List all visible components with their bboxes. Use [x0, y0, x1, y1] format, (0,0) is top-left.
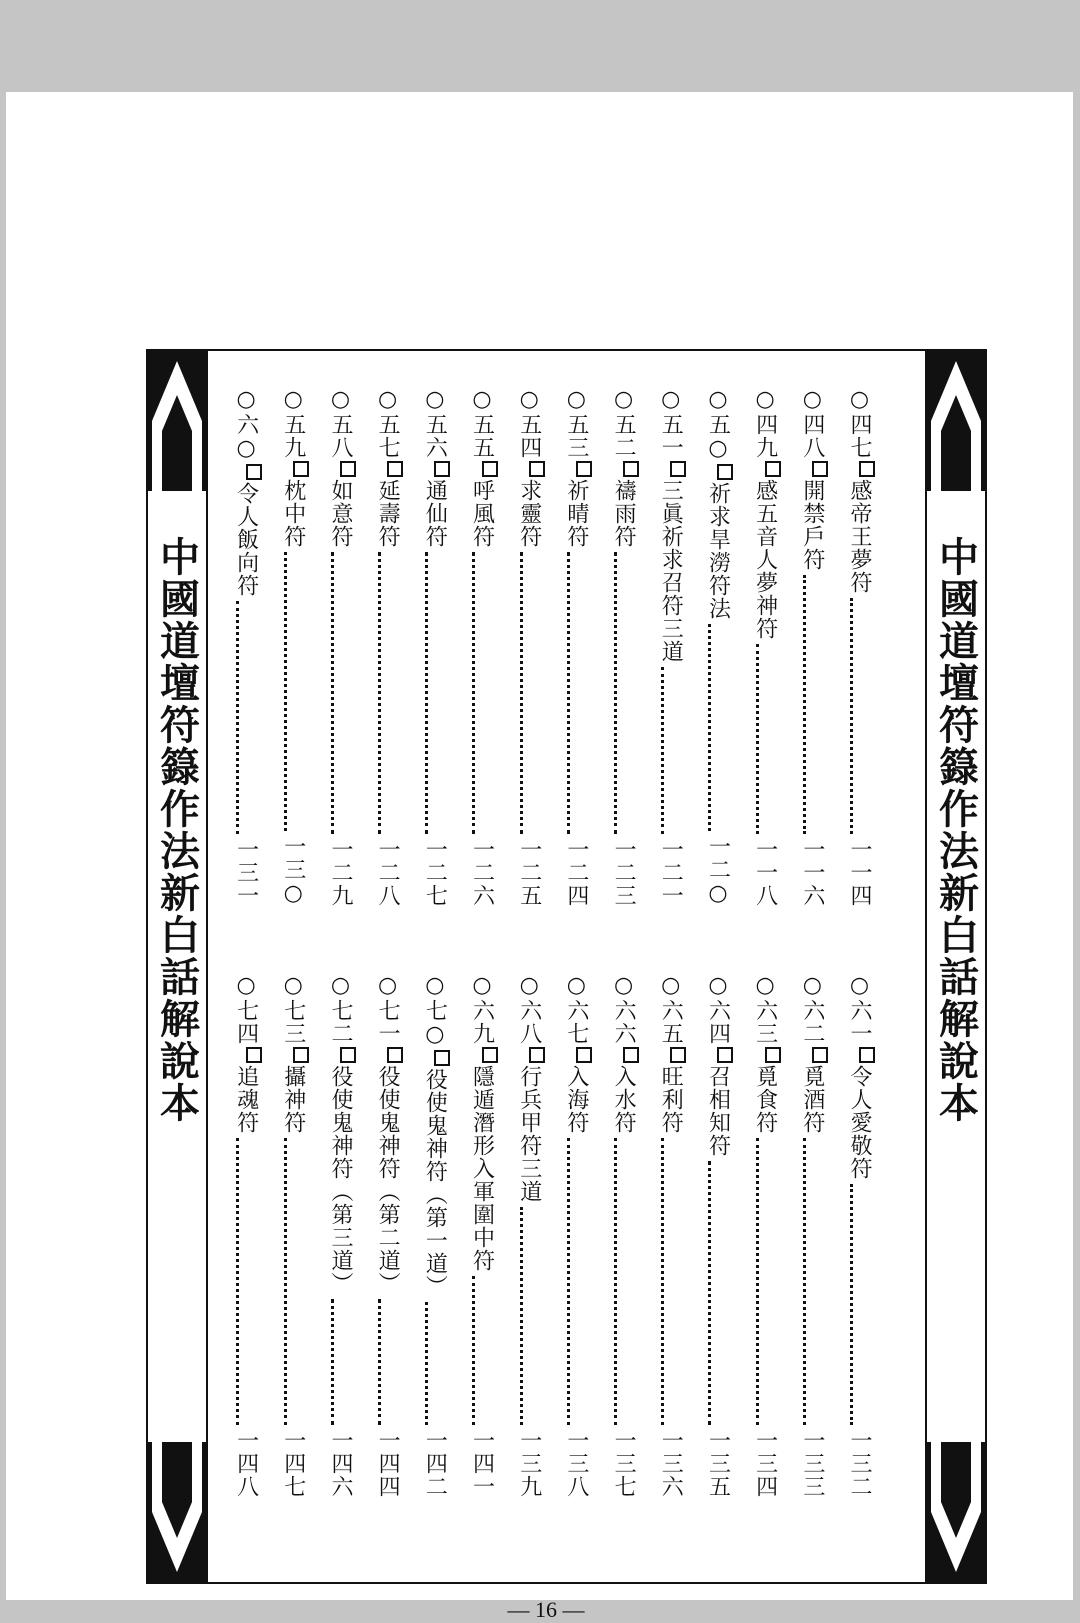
- square-marker-icon: [529, 461, 545, 477]
- dot-leader: [850, 598, 853, 834]
- entry-page-number: 一四八: [233, 1429, 259, 1498]
- entry-page-number: 一三二: [847, 1429, 872, 1498]
- square-marker-icon: [859, 1047, 875, 1063]
- entry-number: ○五一: [658, 387, 684, 459]
- square-marker-icon: [387, 461, 403, 477]
- entry-page-number: 一三八: [563, 1429, 589, 1498]
- square-marker-icon: [717, 1047, 733, 1063]
- entry-number: ○七一: [375, 973, 401, 1045]
- square-marker-icon: [623, 1047, 639, 1063]
- square-marker-icon: [246, 1047, 262, 1063]
- entry-title: 令人飯向符: [233, 482, 259, 597]
- side-title-left: 中國道壇符籙作法新白話解說本: [153, 536, 200, 1124]
- dot-leader: [331, 552, 334, 834]
- toc-entry: [262, 973, 309, 1498]
- toc-entry: [403, 387, 450, 907]
- entry-page-number: 一一八: [752, 838, 778, 907]
- dot-leader: [284, 1138, 287, 1425]
- entry-page-number: 一三五: [705, 1429, 731, 1498]
- entry-page-number: 一二○: [705, 835, 731, 907]
- entry-title: 呼風符: [469, 479, 495, 548]
- dot-leader: [284, 552, 287, 831]
- square-marker-icon: [765, 461, 781, 477]
- dot-leader: [661, 667, 664, 834]
- entry-title: 入水符: [611, 1065, 637, 1134]
- square-marker-icon: [623, 461, 639, 477]
- entry-page-number: 一四一: [469, 1429, 495, 1498]
- entry-page-number: 一四二: [422, 1429, 448, 1498]
- toc-entry: [592, 973, 639, 1498]
- dot-leader: [850, 1184, 853, 1425]
- entry-number: ○五二: [611, 387, 637, 459]
- entry-title: 召相知符: [705, 1065, 731, 1157]
- dot-leader: [378, 552, 381, 834]
- entry-title: 感五音人夢神符: [752, 479, 778, 640]
- dot-leader: [803, 1138, 806, 1425]
- entry-number: ○七四: [233, 973, 259, 1045]
- square-marker-icon: [434, 1050, 450, 1066]
- entry-number: ○六一: [847, 973, 872, 1045]
- entry-number: ○六五: [658, 973, 684, 1045]
- entry-page-number: 一二六: [469, 838, 495, 907]
- toc-entry: [639, 387, 686, 907]
- entry-page-number: 一四四: [375, 1429, 401, 1498]
- entry-title: 旺利符: [658, 1065, 684, 1134]
- entry-number: ○七三: [280, 973, 306, 1045]
- dot-leader: [567, 552, 570, 834]
- entry-title: 隱遁潛形入軍圍中符: [469, 1065, 495, 1272]
- dot-leader: [756, 1138, 759, 1425]
- entry-title: 入海符: [563, 1065, 589, 1134]
- square-marker-icon: [670, 1047, 686, 1063]
- square-marker-icon: [340, 1047, 356, 1063]
- square-marker-icon: [387, 1047, 403, 1063]
- toc-top-block: [214, 387, 875, 907]
- entry-title: 三眞祈求召符三道: [658, 479, 684, 663]
- dot-leader: [614, 552, 617, 834]
- toc-entry: [639, 973, 686, 1498]
- entry-page-number: 一三四: [752, 1429, 778, 1498]
- page-number: — 16 —: [507, 1597, 585, 1622]
- dot-leader: [708, 624, 711, 831]
- entry-page-number: 一三一: [233, 838, 259, 907]
- dot-leader: [661, 1138, 664, 1425]
- square-marker-icon: [482, 461, 498, 477]
- toc-entry: [498, 387, 545, 907]
- entry-page-number: 一三六: [658, 1429, 684, 1498]
- entry-number: ○六九: [469, 973, 495, 1045]
- entry-page-number: 一二八: [375, 838, 401, 907]
- dot-leader: [331, 1299, 334, 1425]
- square-marker-icon: [293, 461, 309, 477]
- entry-number: ○四九: [752, 387, 778, 459]
- toc-entry: [309, 387, 356, 907]
- toc-entry: [545, 387, 592, 907]
- entry-title: 役使鬼神符（第三道）: [327, 1065, 353, 1295]
- square-marker-icon: [576, 461, 592, 477]
- square-marker-icon: [529, 1047, 545, 1063]
- toc-entry: [450, 387, 497, 907]
- entry-number: ○五五: [469, 387, 495, 459]
- entry-page-number: 一二五: [516, 838, 542, 907]
- entry-number: ○六○: [233, 387, 259, 462]
- entry-title: 役使鬼神符（第二道）: [375, 1065, 401, 1295]
- entry-title: 開禁戶符: [799, 479, 825, 571]
- entry-number: ○五六: [422, 387, 448, 459]
- entry-title: 役使鬼神符（第一道）: [422, 1068, 448, 1298]
- square-marker-icon: [812, 1047, 828, 1063]
- entry-page-number: 一二一: [658, 838, 684, 907]
- entry-number: ○五○: [705, 387, 731, 462]
- dot-leader: [472, 552, 475, 834]
- side-title-right: 中國道壇符籙作法新白話解說本: [932, 536, 979, 1124]
- square-marker-icon: [434, 461, 450, 477]
- toc-entry: [733, 387, 780, 907]
- toc-entry: [262, 387, 309, 907]
- entry-page-number: 一二三: [611, 838, 637, 907]
- toc-entry: [828, 973, 875, 1498]
- dot-leader: [236, 1138, 239, 1425]
- square-marker-icon: [246, 464, 262, 480]
- toc-entry: [781, 973, 828, 1498]
- entry-number: ○四七: [847, 387, 872, 459]
- entry-title: 祈求旱澇符法: [705, 482, 731, 620]
- entry-title: 如意符: [327, 479, 353, 548]
- entry-number: ○七二: [327, 973, 353, 1045]
- book-page: [6, 92, 1073, 1622]
- toc-entry: [733, 973, 780, 1498]
- chevron-up-ornament-icon: [148, 351, 206, 491]
- square-marker-icon: [765, 1047, 781, 1063]
- chevron-up-ornament-icon: [927, 351, 985, 491]
- entry-number: ○五四: [516, 387, 542, 459]
- toc-entry: [356, 973, 403, 1498]
- entry-number: ○六六: [611, 973, 637, 1045]
- entry-page-number: 一四七: [280, 1429, 306, 1498]
- dot-leader: [520, 1207, 523, 1425]
- entry-page-number: 一三九: [516, 1429, 542, 1498]
- entry-page-number: 一三三: [799, 1429, 825, 1498]
- dot-leader: [236, 601, 239, 834]
- entry-page-number: 一一四: [847, 838, 872, 907]
- dot-leader: [520, 552, 523, 834]
- entry-page-number: 一三○: [280, 835, 306, 907]
- entry-title: 通仙符: [422, 479, 448, 548]
- toc-entry: [686, 973, 733, 1498]
- entry-title: 覓食符: [752, 1065, 778, 1134]
- chevron-down-ornament-icon: [927, 1442, 985, 1582]
- square-marker-icon: [717, 464, 733, 480]
- square-marker-icon: [859, 461, 875, 477]
- dot-leader: [803, 575, 806, 834]
- entry-title: 行兵甲符三道: [516, 1065, 542, 1203]
- dot-leader: [425, 552, 428, 834]
- left-title-band: [146, 349, 208, 1584]
- entry-page-number: 一四六: [327, 1429, 353, 1498]
- dot-leader: [567, 1138, 570, 1425]
- entry-number: ○六二: [799, 973, 825, 1045]
- toc-entry: [545, 973, 592, 1498]
- entry-title: 感帝王夢符: [847, 479, 872, 594]
- entry-page-number: 一二七: [422, 838, 448, 907]
- dot-leader: [756, 644, 759, 834]
- entry-number: ○五八: [327, 387, 353, 459]
- toc-entry: [592, 387, 639, 907]
- entry-number: ○六八: [516, 973, 542, 1045]
- square-marker-icon: [670, 461, 686, 477]
- entry-title: 枕中符: [280, 479, 306, 548]
- entry-title: 追魂符: [233, 1065, 259, 1134]
- dot-leader: [614, 1138, 617, 1425]
- toc-entry: [214, 387, 261, 907]
- toc-entry: [828, 387, 875, 907]
- square-marker-icon: [482, 1047, 498, 1063]
- toc-entry: [686, 387, 733, 907]
- square-marker-icon: [576, 1047, 592, 1063]
- toc-bottom-block: [214, 973, 875, 1498]
- entry-title: 覓酒符: [799, 1065, 825, 1134]
- dot-leader: [378, 1299, 381, 1425]
- table-of-contents-frame: [146, 349, 987, 1584]
- toc-entry: [498, 973, 545, 1498]
- entry-number: ○六四: [705, 973, 731, 1045]
- entry-page-number: 一一六: [799, 838, 825, 907]
- toc-entry: [356, 387, 403, 907]
- entry-title: 令人愛敬符: [847, 1065, 872, 1180]
- dot-leader: [425, 1302, 428, 1425]
- entry-number: ○六三: [752, 973, 778, 1045]
- right-title-band: [925, 349, 987, 1584]
- toc-entry: [309, 973, 356, 1498]
- chevron-down-ornament-icon: [148, 1442, 206, 1582]
- entry-number: ○七○: [422, 973, 448, 1048]
- toc-entry: [450, 973, 497, 1498]
- entry-title: 攝神符: [280, 1065, 306, 1134]
- dot-leader: [708, 1161, 711, 1425]
- entry-number: ○六七: [563, 973, 589, 1045]
- entry-number: ○四八: [799, 387, 825, 459]
- entry-title: 禱雨符: [611, 479, 637, 548]
- toc-entry: [214, 973, 261, 1498]
- square-marker-icon: [812, 461, 828, 477]
- entry-number: ○五七: [375, 387, 401, 459]
- entry-page-number: 一三七: [611, 1429, 637, 1498]
- entry-page-number: 一二九: [327, 838, 353, 907]
- entry-number: ○五九: [280, 387, 306, 459]
- square-marker-icon: [340, 461, 356, 477]
- entry-title: 祈晴符: [563, 479, 589, 548]
- toc-entry: [781, 387, 828, 907]
- entry-title: 延壽符: [375, 479, 401, 548]
- dot-leader: [472, 1276, 475, 1425]
- entry-title: 求靈符: [516, 479, 542, 548]
- entry-number: ○五三: [563, 387, 589, 459]
- square-marker-icon: [293, 1047, 309, 1063]
- entry-page-number: 一二四: [563, 838, 589, 907]
- toc-entry: [403, 973, 450, 1498]
